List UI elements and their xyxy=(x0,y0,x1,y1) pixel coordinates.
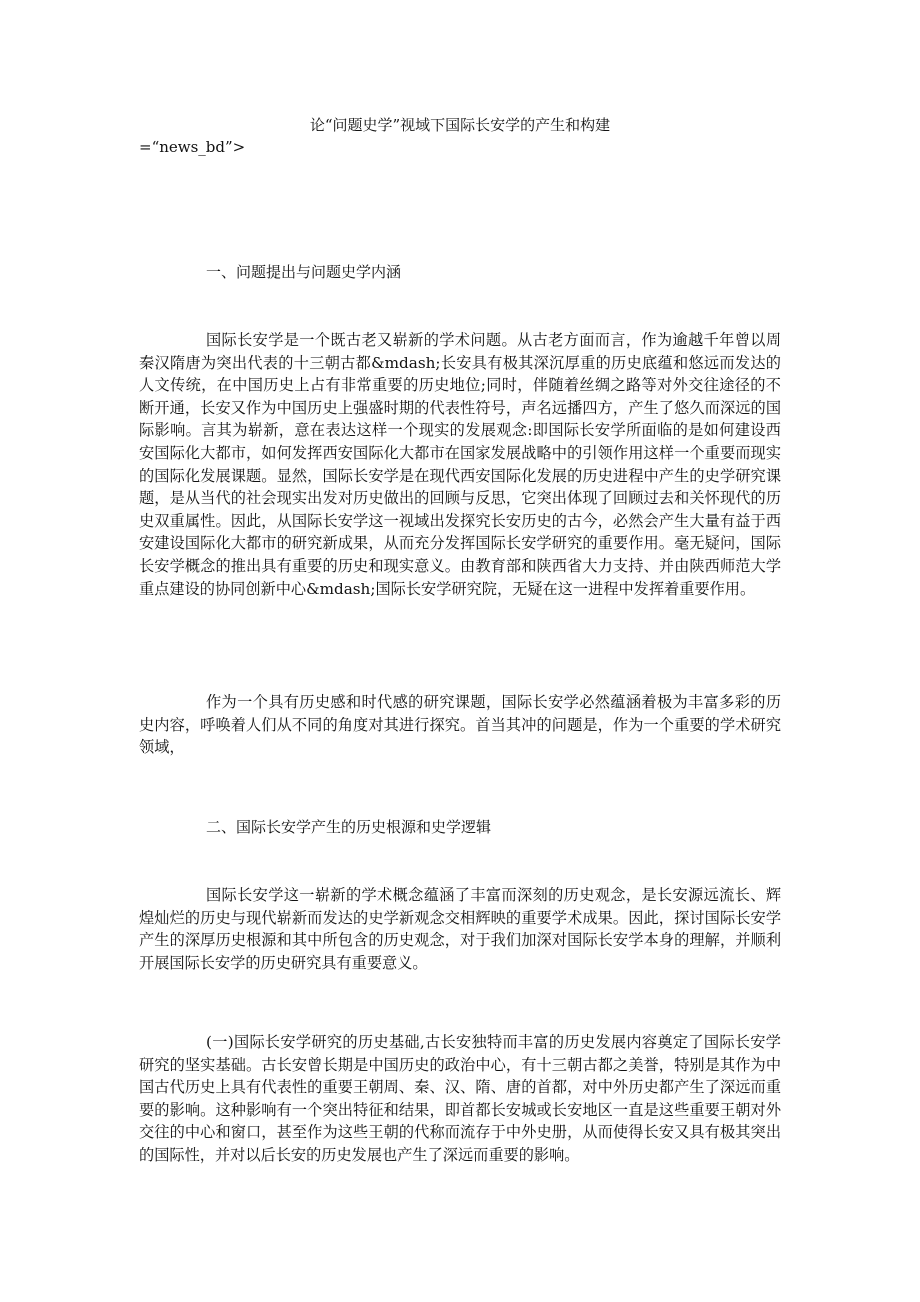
document-title: 论“问题史学”视域下国际长安学的产生和构建 xyxy=(309,116,611,134)
paragraph-3: 国际长安学这一崭新的学术概念蕴涵了丰富而深刻的历史观念，是长安源远流长、辉煌灿烂的历史与现代崭新而发达的史学新观念交相辉映的重要学术成果。因此，探讨国际长安学产生的深厚历史根源和其中所包含的历史观念，对于我们加深对国际长安学本身的理解，并顺利开展国际长安学的历史研究具有重要意义。 xyxy=(139,886,781,972)
paragraph-2: 作为一个具有历史感和时代感的研究课题，国际长安学必然蕴涵着极为丰富多彩的历史内容，呼唤着人们从不同的角度对其进行探究。首当其冲的问题是，作为一个重要的学术研究领域， xyxy=(139,693,781,757)
section-heading-2: 二、国际长安学产生的历史根源和史学逻辑 xyxy=(206,818,492,836)
paragraph-4: (一)国际长安学研究的历史基础,古长安独特而丰富的历史发展内容奠定了国际长安学研究的坚实基础。古长安曾长期是中国历史的政治中心，有十三朝古都之美誉，特别是其作为中国古代历史上具有代表性的重要王朝周、秦、汉、隋、唐的首都，对中外历史都产生了深远而重要的影响。这种影响有一个突出特征和结果，即首都长安城或长安地区一直是这些重要王朝对外交往的中心和窗口，甚至作为这些王朝的代称而流存于中外史册，从而使得长安又具有极其突出的国际性，并对以后长安的历史发展也产生了深远而重要的影响。 xyxy=(139,1033,781,1164)
paragraph-1: 国际长安学是一个既古老又崭新的学术问题。从古老方面而言，作为逾越千年曾以周秦汉隋唐为突出代表的十三朝古都&mdash;长安具有极其深沉厚重的历史底蕴和悠远而发达的人文传统，在中国历史上占有非常重要的历史地位;同时，伴随着丝绸之路等对外交往途径的不断开通，长安又作为中国历史上强盛时期的代表性符号，声名远播四方，产生了悠久而深远的国际影响。言其为崭新，意在表达这样一个现实的发展观念:即国际长安学所面临的是如何建设西安国际化大都市，如何发挥西安国际化大都市在国家发展战略中的引领作用这样一个重要而现实的国际化发展课题。显然，国际长安学是在现代西安国际化发展的历史进程中产生的史学研究课题，是从当代的社会现实出发对历史做出的回顾与反思，它突出体现了回顾过去和关怀现代的历史双重属性。因此，从国际长安学这一视域出发探究长安历史的古今，必然会产生大量有益于西安建设国际化大都市的研究新成果，从而充分发挥国际长安学研究的重要作用。毫无疑问，国际长安学概念的推出具有重要的历史和现实意义。由教育部和陕西省大力支持、并由陕西师范大学重点建设的协同创新中心&mdash;国际长安学研究院，无疑在这一进程中发挥着重要作用。 xyxy=(139,331,781,598)
stray-markup-text: =“news_bd”> xyxy=(139,138,246,156)
section-heading-1: 一、问题提出与问题史学内涵 xyxy=(206,263,402,281)
